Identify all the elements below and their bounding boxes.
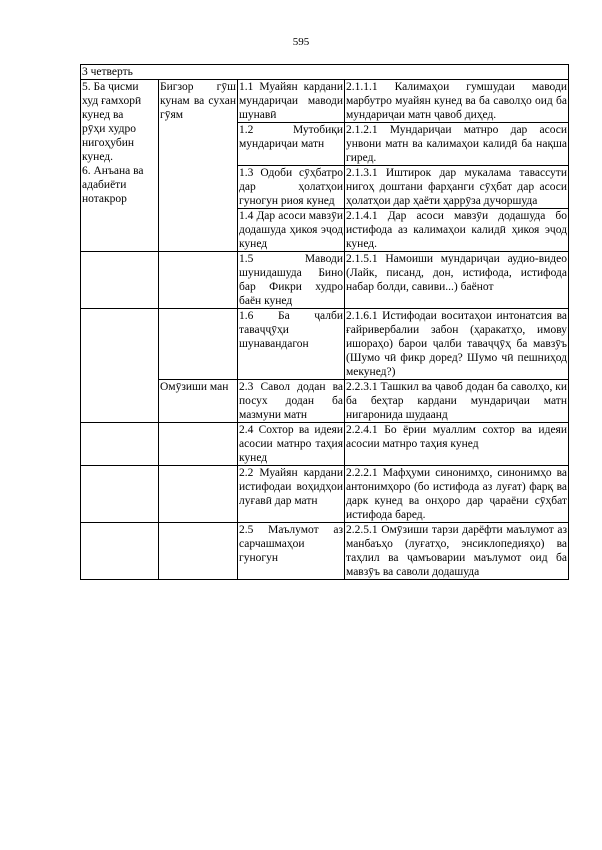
objective-cell: 1.1 Муайян кардани мундариҷаи маводи шунавӣ	[239, 81, 343, 121]
empty-cell	[81, 309, 159, 423]
topic-line: нигоҳубин	[82, 137, 134, 149]
empty-cell	[81, 523, 159, 580]
empty-cell	[159, 423, 238, 466]
empty-cell	[159, 252, 238, 309]
topic-line: кунед.	[82, 151, 114, 163]
objective-cell: 2.3 Савол додан ва посух додан ба мазмуни матн	[239, 381, 343, 421]
quarter-row	[81, 65, 569, 80]
empty-cell	[159, 309, 238, 380]
topic-line: 6. Анъана ва	[82, 165, 144, 177]
outcome-cell: 2.1.2.1 Мундариҷаи матнро дар асоси унвони матн ва калимаҳои калидӣ ба нақша гиред.	[346, 124, 567, 164]
outcome-cell: 2.2.3.1 Ташкил ва ҷавоб додан ба саволҳо, ки ба беҳтар кардани мундариҷаи матн нигаронида шудаанд	[346, 381, 567, 421]
objective-cell: 2.5 Маълумот аз сарчашмаҳои гуногун	[238, 523, 345, 580]
topic-line: 5. Ба ҷисми	[82, 81, 139, 93]
objective-cell: 1.3 Одоби сӯҳбатро дар ҳолатҳои гуногун риоя кунед	[239, 167, 343, 207]
empty-cell	[81, 423, 159, 466]
objective-cell: 1.5 Маводи шунидашуда Бино бар Фикри худро баён кунед	[239, 253, 343, 307]
table-row	[81, 423, 569, 466]
outcome-cell: 2.1.4.1 Дар асоси мавзӯи додашуда бо истифода аз калимаҳои калидӣ ҳикоя эҷод кунед.	[346, 210, 567, 250]
empty-cell	[81, 252, 159, 309]
empty-cell	[159, 466, 238, 523]
quarter-label: 3 четверть	[81, 65, 569, 80]
table-row	[81, 252, 569, 309]
objective-cell: 1.6 Ба ҷалби таваҷҷӯҳи шунавандагон	[238, 309, 345, 380]
outcome-cell: 2.1.3.1 Иштирок дар мукалама тавассути нигоҳ доштани фарҳанги сӯҳбат дар асоси ҳолатҳои дар ҳаёти ҳаррӯза дучоршуда	[346, 167, 567, 207]
empty-cell	[159, 523, 238, 580]
empty-cell	[81, 466, 159, 523]
page-number: 595	[292, 36, 310, 48]
outcome-cell: 2.2.5.1 Омӯзиши тарзи дарёфти маълумот аз манбаъҳо (луғатҳо, энсиклопедияҳо) ва таҳлил ва ҷамъоварии маълумот оид ба мавзӯъ ва саволи додашуда	[346, 524, 567, 578]
skill-cell-listening: Бигзор гӯш кунам ва сухан гӯям	[159, 80, 238, 252]
objective-cell: 2.4 Сохтор ва идеяи асосии матнро таҳия кунед	[239, 424, 343, 464]
outcome-cell: 2.2.4.1 Бо ёрии муаллим сохтор ва идеяи асосии матнро таҳия кунед	[345, 423, 569, 466]
table-row	[81, 466, 569, 523]
outcome-cell: 2.2.2.1 Мафҳуми синонимҳо, синонимҳо ва антонимҳоро (бо истифода аз луғат) фарқ ва дарк кунед ва онҳоро дар ҷараёни сӯҳбат истифода баред.	[346, 467, 567, 521]
objective-cell: 2.2 Муайян кардани истифодаи воҳидҳои луғавӣ дар матн	[238, 466, 345, 523]
curriculum-table	[80, 64, 569, 580]
topic-line: адабиёти	[82, 179, 127, 191]
outcome-cell: 2.1.1.1 Калимаҳои гумшудаи маводи марбутро муайян кунед ва ба саволҳо оид ба мундариҷаи матн ҷавоб диҳед.	[346, 81, 567, 121]
topic-cell	[81, 80, 159, 252]
topic-line: кунед ва	[82, 109, 124, 121]
topic-line: худ ғамхорӣ	[82, 95, 142, 107]
outcome-cell: 2.1.6.1 Истифодаи воситаҳои интонатсия ва ғайривербалии забон (ҳаракатҳо, имову ишораҳо) барои ҷалби таваҷҷӯҳ ба мавзӯъ (Шумо чӣ фикр доред? Шумо чӣ пешниҳод мекунед?)	[346, 310, 567, 378]
objective-cell: 1.2 Мутобиқи мундариҷаи матн	[238, 123, 345, 166]
topic-line: рӯҳи худро	[82, 123, 136, 135]
objective-cell: 1.4 Дар асоси мавзӯи додашуда ҳикоя эҷод кунед	[239, 210, 343, 250]
table-row	[81, 309, 569, 380]
topic-line: нотакрор	[82, 193, 127, 205]
outcome-cell: 2.1.5.1 Намоиши мундариҷаи аудио-видео (Лайк, писанд, дон, истифода, истифода набар болди, савиви...) баёнот	[345, 252, 569, 309]
table-row	[81, 523, 569, 580]
table-row	[81, 80, 569, 123]
skill-cell-learning: Омӯзиши ман	[159, 380, 238, 423]
